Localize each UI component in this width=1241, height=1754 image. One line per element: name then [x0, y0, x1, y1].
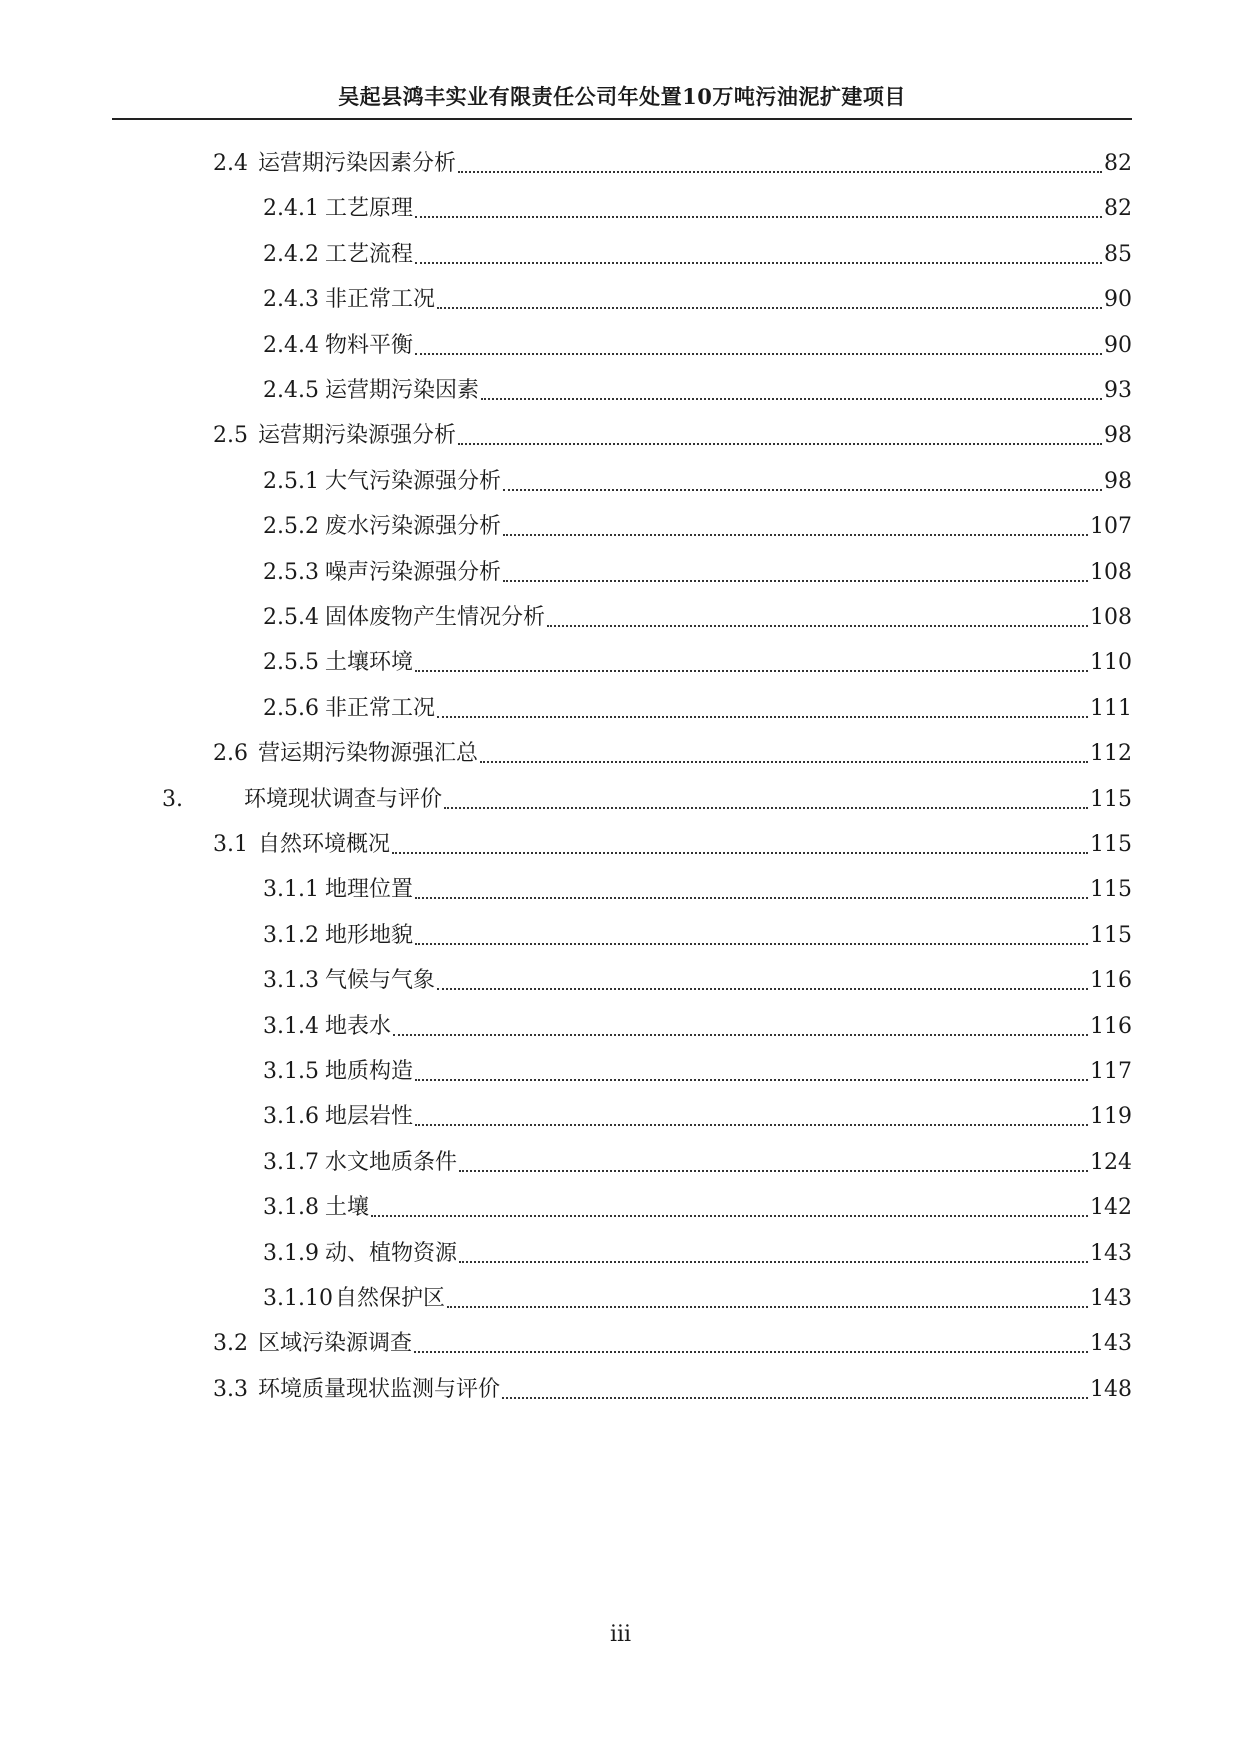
page-number: iii [609, 1622, 632, 1647]
toc-dot-leader [415, 1114, 1088, 1126]
toc-entry-title: 地形地貌 [325, 922, 414, 948]
toc-entry-page: 148 [1090, 1376, 1132, 1402]
page-header-title: 吴起县鸿丰实业有限责任公司年处置10万吨污油泥扩建项目 [338, 84, 906, 109]
toc-entry-number: 2.5.4 [263, 605, 319, 630]
toc-entry-number: 3. [162, 786, 183, 812]
toc-dot-leader [503, 479, 1102, 491]
toc-entry[interactable] [263, 690, 1132, 724]
toc-entry[interactable] [213, 1325, 1132, 1359]
toc-dot-leader [547, 615, 1088, 627]
toc-entry[interactable] [263, 1098, 1132, 1132]
toc-entry-number: 3.1.8 [263, 1195, 319, 1221]
toc-dot-leader [414, 1341, 1088, 1353]
toc-entry-title: 区域污染源调查 [258, 1331, 413, 1357]
toc-entry[interactable] [213, 145, 1132, 179]
toc-entry-title: 地质构造 [325, 1059, 414, 1084]
toc-entry-page: 115 [1090, 786, 1132, 812]
toc-entry-title: 运营期污染源强分析 [258, 423, 457, 449]
toc-entry[interactable] [263, 599, 1132, 633]
toc-entry-number: 3.1.7 [263, 1149, 319, 1175]
toc-entry-page: 119 [1090, 1104, 1132, 1130]
toc-entry-number: 3.3 [213, 1376, 248, 1402]
toc-dot-leader [393, 1024, 1088, 1036]
toc-entry-number: 2.4.2 [263, 241, 319, 267]
toc-entry-title: 自然环境概况 [258, 832, 391, 857]
toc-dot-leader [458, 161, 1102, 173]
toc-entry-title: 地层岩性 [325, 1104, 414, 1130]
toc-entry-title: 水文地质条件 [325, 1149, 458, 1175]
toc-dot-leader [437, 706, 1088, 718]
toc-dot-leader [371, 1205, 1088, 1217]
toc-entry[interactable] [263, 554, 1132, 588]
toc-entry-number: 3.1.2 [263, 922, 319, 948]
toc-entry-number: 2.5.6 [263, 695, 319, 721]
toc-entry-number: 2.5.2 [263, 514, 319, 540]
toc-entry-number: 2.5.3 [263, 559, 319, 585]
toc-entry-title: 营运期污染物源强汇总 [258, 741, 479, 767]
toc-dot-leader [415, 206, 1102, 218]
toc-entry-title: 环境质量现状监测与评价 [258, 1376, 501, 1402]
toc-dot-leader [447, 1296, 1088, 1308]
toc-entry-page: 108 [1090, 559, 1132, 585]
toc-entry[interactable] [263, 281, 1132, 315]
toc-entry-number: 3.2 [213, 1331, 248, 1357]
toc-entry-number: 3.1.10 [263, 1286, 333, 1311]
toc-dot-leader [415, 933, 1088, 945]
toc-entry-title: 气候与气象 [325, 968, 436, 994]
toc-entry[interactable] [213, 1371, 1132, 1405]
toc-dot-leader [415, 1069, 1088, 1081]
toc-entry-title: 运营期污染因素 [325, 378, 480, 403]
toc-entry-number: 3.1.4 [263, 1013, 319, 1039]
toc-dot-leader [415, 660, 1088, 672]
toc-entry-page: 93 [1104, 378, 1132, 403]
toc-entry-page: 110 [1090, 650, 1132, 676]
toc-dot-leader [437, 978, 1088, 990]
toc-entry[interactable] [263, 508, 1132, 542]
toc-entry-page: 112 [1090, 741, 1132, 767]
toc-entry-page: 107 [1090, 514, 1132, 540]
toc-entry-number: 3.1.1 [263, 877, 319, 903]
toc-dot-leader [415, 343, 1102, 355]
toc-entry-page: 143 [1090, 1240, 1132, 1266]
toc-entry-page: 115 [1090, 922, 1132, 948]
toc-entry-number: 2.5.1 [263, 468, 319, 494]
toc-entry-page: 116 [1090, 1013, 1132, 1039]
toc-entry-page: 115 [1090, 832, 1132, 857]
toc-entry-page: 98 [1104, 423, 1132, 449]
toc-entry-page: 82 [1104, 196, 1132, 222]
toc-dot-leader [415, 252, 1102, 264]
toc-entry[interactable] [263, 1189, 1132, 1223]
toc-entry-number: 3.1.6 [263, 1104, 319, 1130]
toc-entry-page: 115 [1090, 877, 1132, 903]
toc-dot-leader [459, 1251, 1088, 1263]
toc-entry[interactable] [263, 1144, 1132, 1178]
toc-entry[interactable] [213, 417, 1132, 451]
toc-entry-title: 非正常工况 [325, 287, 436, 313]
toc-entry-page: 90 [1104, 332, 1132, 358]
toc-entry-title: 大气污染源强分析 [325, 468, 502, 494]
toc-entry[interactable] [263, 1008, 1132, 1042]
toc-entry-page: 108 [1090, 605, 1132, 630]
toc-entry[interactable] [263, 1053, 1132, 1087]
toc-entry-page: 124 [1090, 1149, 1132, 1175]
toc-entry-page: 143 [1090, 1331, 1132, 1357]
toc-dot-leader [459, 1160, 1088, 1172]
toc-entry-number: 3.1.5 [263, 1059, 319, 1084]
toc-entry-title: 动、植物资源 [325, 1240, 458, 1266]
toc-entry-page: 98 [1104, 468, 1132, 494]
toc-entry-page: 82 [1104, 151, 1132, 176]
toc-entry[interactable] [263, 871, 1132, 905]
toc-entry[interactable] [263, 372, 1132, 406]
toc-entry-number: 2.4.1 [263, 196, 319, 222]
toc-entry-title: 噪声污染源强分析 [325, 559, 502, 585]
toc-entry[interactable] [213, 826, 1132, 860]
toc-entry-title: 工艺流程 [325, 241, 414, 267]
toc-dot-leader [415, 887, 1088, 899]
toc-entry[interactable] [263, 463, 1132, 497]
toc-entry-title: 土壤 [325, 1195, 370, 1221]
toc-entry-title: 物料平衡 [325, 332, 414, 358]
toc-entry-number: 2.4.5 [263, 378, 319, 403]
toc-entry-title: 工艺原理 [325, 196, 414, 222]
toc-entry-page: 90 [1104, 287, 1132, 313]
toc-entry-number: 2.5 [213, 423, 248, 449]
toc-dot-leader [481, 388, 1102, 400]
toc-entry[interactable] [213, 735, 1132, 769]
toc-entry-number: 2.4.3 [263, 287, 319, 313]
toc-entry[interactable] [263, 962, 1132, 996]
toc-dot-leader [437, 297, 1102, 309]
toc-entry-title: 地理位置 [325, 877, 414, 903]
toc-entry-title: 非正常工况 [325, 695, 436, 721]
toc-entry-title: 运营期污染因素分析 [258, 151, 457, 176]
toc-entry-page: 143 [1090, 1286, 1132, 1311]
toc-entry-number: 2.6 [213, 741, 248, 767]
toc-entry[interactable] [263, 917, 1132, 951]
toc-entry-title: 自然保护区 [335, 1286, 446, 1311]
toc-dot-leader [392, 842, 1088, 854]
toc-entry[interactable] [263, 1280, 1132, 1314]
toc-entry-page: 117 [1090, 1059, 1132, 1084]
toc-entry[interactable] [263, 236, 1132, 270]
toc-entry-number: 3.1.9 [263, 1240, 319, 1266]
toc-entry-title: 固体废物产生情况分析 [325, 605, 546, 630]
toc-dot-leader [480, 751, 1088, 763]
toc-entry-title: 地表水 [325, 1013, 392, 1039]
toc-entry-page: 111 [1090, 695, 1132, 721]
toc-dot-leader [444, 797, 1088, 809]
toc-entry[interactable] [263, 644, 1132, 678]
toc-entry-page: 142 [1090, 1195, 1132, 1221]
toc-entry[interactable] [263, 190, 1132, 224]
toc-dot-leader [503, 524, 1088, 536]
toc-entry-number: 2.4 [213, 151, 248, 176]
toc-entry-number: 2.4.4 [263, 332, 319, 358]
toc-entry-page: 116 [1090, 968, 1132, 994]
toc-entry-number: 2.5.5 [263, 650, 319, 676]
toc-entry-number: 3.1.3 [263, 968, 319, 994]
toc-entry[interactable] [263, 1235, 1132, 1269]
toc-entry-page: 85 [1104, 241, 1132, 267]
toc-entry-title: 土壤环境 [325, 650, 414, 676]
toc-entry[interactable] [162, 781, 1132, 815]
toc-dot-leader [503, 570, 1088, 582]
toc-entry[interactable] [263, 327, 1132, 361]
toc-entry-title: 环境现状调查与评价 [244, 786, 443, 812]
toc-entry-title: 废水污染源强分析 [325, 514, 502, 540]
toc-entry-number: 3.1 [213, 832, 248, 857]
toc-dot-leader [502, 1387, 1088, 1399]
toc-dot-leader [458, 433, 1102, 445]
